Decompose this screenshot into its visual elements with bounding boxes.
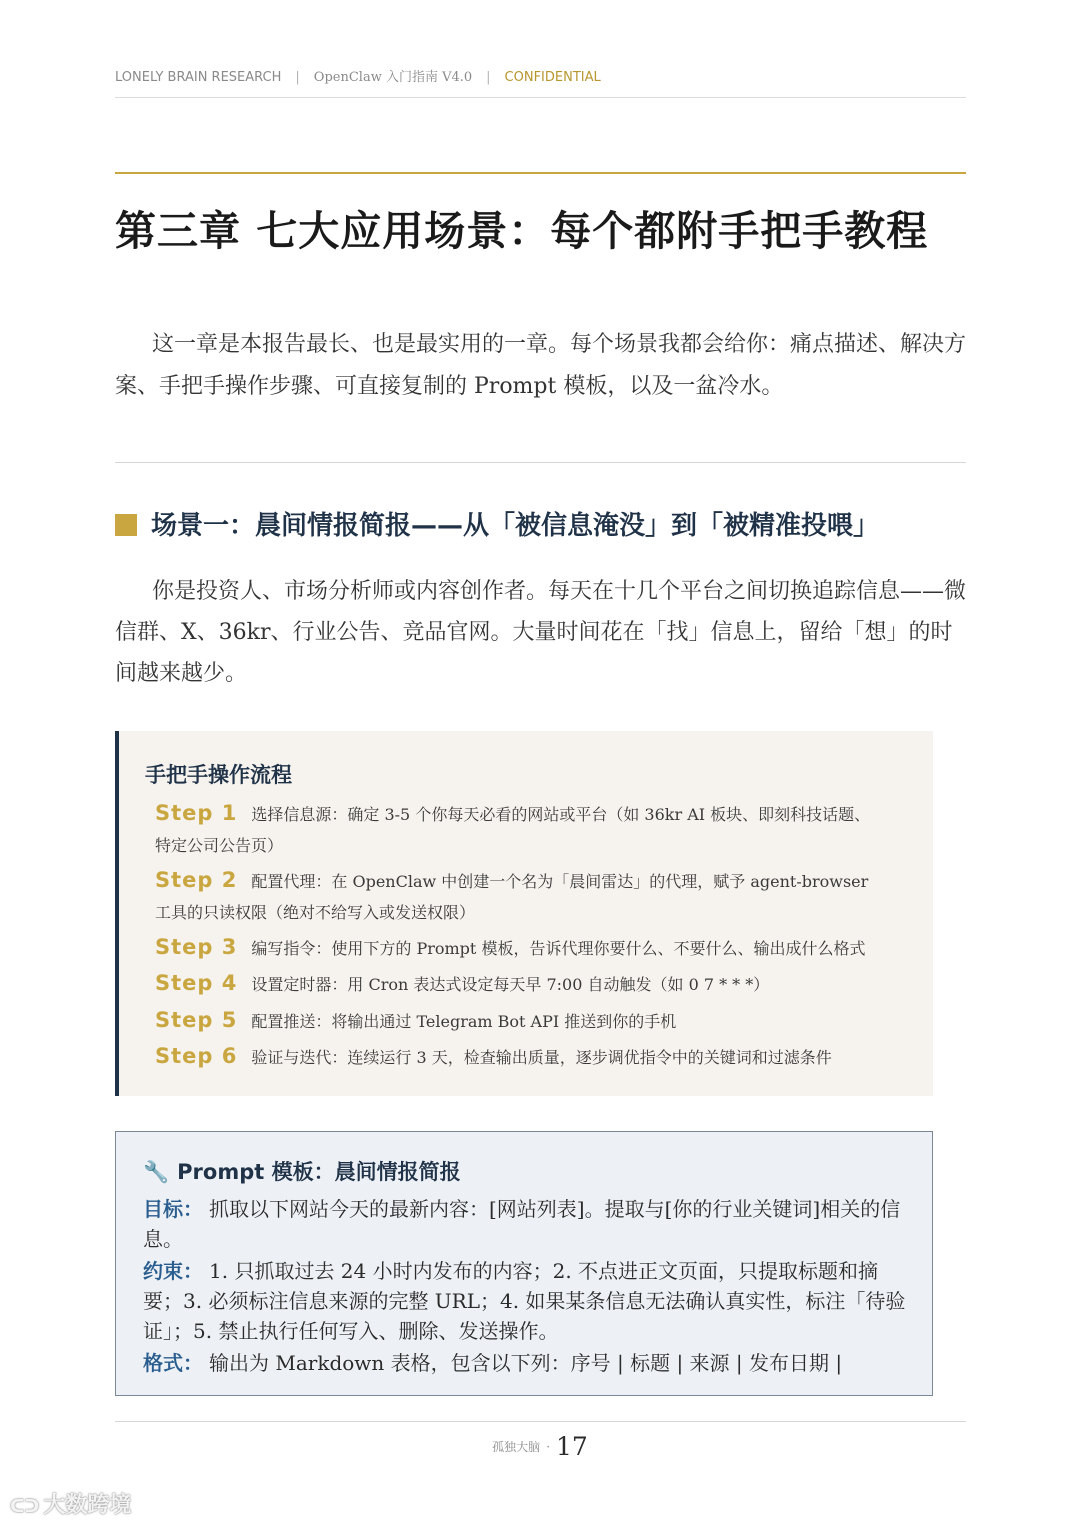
step-text-continued: 特定公司公告页） bbox=[155, 836, 284, 855]
gold-divider bbox=[115, 172, 966, 174]
steps-box-title: 手把手操作流程 bbox=[145, 763, 292, 787]
prompt-constraints bbox=[143, 1256, 913, 1346]
goal-text: 抓取以下网站今天的最新内容：[网站列表]。提取与[你的行业关键词]相关的信息。 bbox=[143, 1197, 901, 1251]
header-confidential: CONFIDENTIAL bbox=[504, 70, 601, 85]
header-separator: | bbox=[295, 70, 300, 85]
step-text: 配置代理：在 OpenClaw 中创建一个名为「晨间雷达」的代理，赋予 agent-browser bbox=[251, 872, 869, 891]
format-label: 格式： bbox=[143, 1351, 203, 1375]
watermark-logo-icon: ᑕᑐ bbox=[10, 1496, 40, 1517]
goal-label: 目标： bbox=[143, 1197, 203, 1221]
page-footer bbox=[0, 1432, 1080, 1461]
prompt-format bbox=[143, 1348, 913, 1378]
wrench-icon: 🔧 bbox=[143, 1160, 170, 1184]
step-text: 选择信息源：确定 3-5 个你每天必看的网站或平台（如 36kr AI 板块、即刻科技话题、 bbox=[251, 805, 871, 824]
step-item bbox=[155, 1005, 915, 1037]
page-header bbox=[115, 66, 966, 98]
step-item bbox=[155, 932, 915, 964]
prompt-title-text: Prompt 模板：晨间情报简报 bbox=[177, 1160, 461, 1184]
step-item bbox=[155, 865, 915, 897]
footer-publication-name: 孤独大脑 bbox=[492, 1440, 541, 1454]
prompt-body bbox=[143, 1194, 913, 1380]
step-text: 编写指令：使用下方的 Prompt 模板，告诉代理你要什么、不要什么、输出成什么格式 bbox=[251, 939, 866, 958]
constraint-label: 约束： bbox=[143, 1259, 203, 1283]
step-item bbox=[155, 968, 915, 1000]
header-org: LONELY BRAIN RESEARCH bbox=[115, 70, 282, 85]
steps-box bbox=[115, 731, 933, 1096]
step-text-continued: 工具的只读权限（绝对不给写入或发送权限） bbox=[155, 903, 476, 922]
step-text: 设置定时器：用 Cron 表达式设定每天早 7:00 自动触发（如 0 7 * * *） bbox=[251, 975, 770, 994]
step-text: 验证与迭代：连续运行 3 天，检查输出质量，逐步调优指令中的关键词和过滤条件 bbox=[251, 1048, 832, 1067]
step-label: Step 5 bbox=[155, 1008, 238, 1032]
header-separator: | bbox=[486, 70, 491, 85]
step-label: Step 6 bbox=[155, 1044, 238, 1068]
prompt-template-box bbox=[115, 1131, 933, 1396]
section-title bbox=[115, 505, 995, 542]
step-label: Step 1 bbox=[155, 801, 238, 825]
prompt-title bbox=[143, 1156, 461, 1186]
footer-dot: · bbox=[546, 1440, 551, 1454]
step-item bbox=[155, 1041, 915, 1073]
format-text: 输出为 Markdown 表格，包含以下列：序号 | 标题 | 来源 | 发布日期 | bbox=[209, 1351, 843, 1375]
header-doc-title: OpenClaw 入门指南 V4.0 bbox=[313, 70, 473, 85]
watermark-text: 大数跨境 bbox=[43, 1493, 132, 1518]
square-bullet-icon bbox=[115, 514, 137, 536]
footer-divider bbox=[115, 1421, 966, 1422]
section-divider bbox=[115, 462, 966, 463]
step-label: Step 4 bbox=[155, 971, 238, 995]
section-title-text: 场景一：晨间情报简报——从「被信息淹没」到「被精准投喂」 bbox=[151, 511, 880, 541]
constraint-text: 1. 只抓取过去 24 小时内发布的内容；2. 不点进正文页面，只提取标题和摘要；3. 必须标注信息来源的完整 URL；4. 如果某条信息无法确认真实性，标注「待验证」；5. 禁止执行任何写入、删除、发送操作。 bbox=[143, 1259, 906, 1343]
watermark bbox=[10, 1488, 131, 1519]
intro-paragraph: 这一章是本报告最长、也是最实用的一章。每个场景我都会给你：痛点描述、解决方案、手把手操作步骤、可直接复制的 Prompt 模板，以及一盆冷水。 bbox=[115, 332, 967, 399]
chapter-title: 第三章 七大应用场景：每个都附手把手教程 bbox=[115, 207, 929, 255]
prompt-goal bbox=[143, 1194, 913, 1254]
step-label: Step 3 bbox=[155, 935, 238, 959]
step-text: 配置推送：将输出通过 Telegram Bot API 推送到你的手机 bbox=[251, 1012, 677, 1031]
step-item bbox=[155, 798, 915, 830]
page-number: 17 bbox=[556, 1432, 588, 1461]
section-body-paragraph: 你是投资人、市场分析师或内容创作者。每天在十几个平台之间切换追踪信息——微信群、X、36kr、行业公告、竞品官网。大量时间花在「找」信息上，留给「想」的时间越来越少。 bbox=[115, 579, 967, 686]
step-label: Step 2 bbox=[155, 868, 238, 892]
